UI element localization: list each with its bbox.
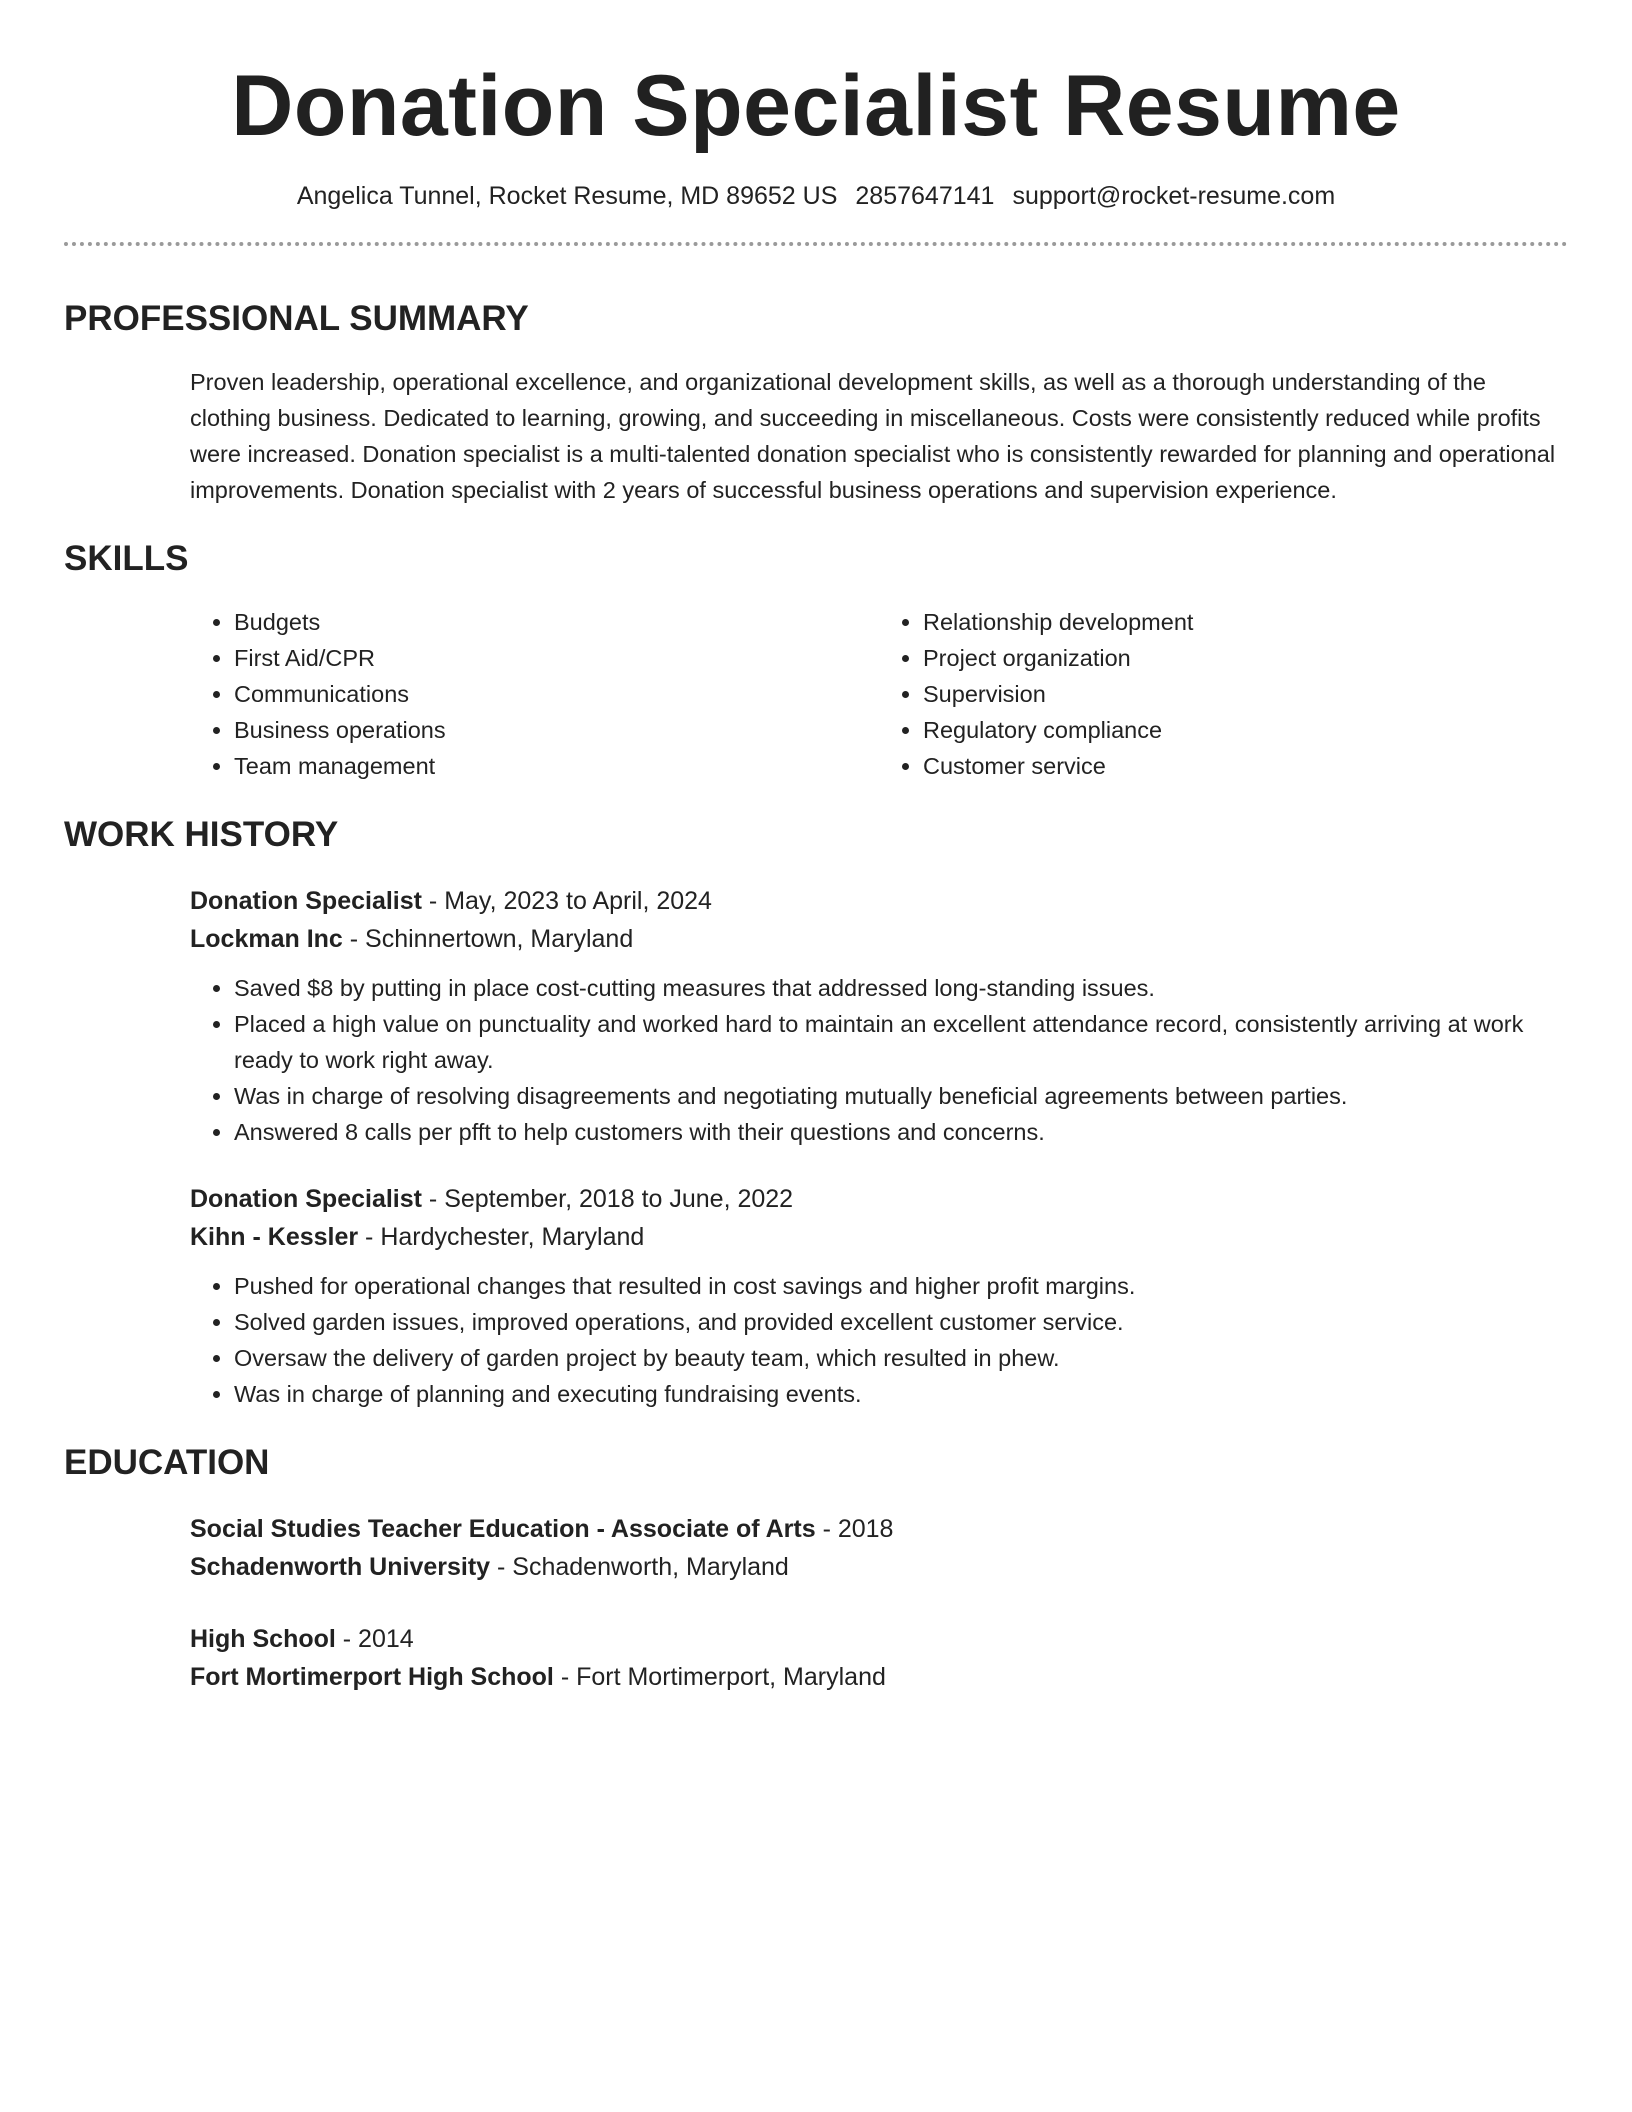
skill-item: • Communications: [234, 676, 879, 712]
education-entry: [190, 1510, 1568, 1586]
job-bullet: • Was in charge of resolving disagreements and negotiating mutually beneficial agreements between parties.: [234, 1078, 1568, 1114]
job-title: Donation Specialist: [190, 1185, 422, 1213]
skills-list: [190, 604, 1568, 784]
skill-item: • Budgets: [234, 604, 879, 640]
skill-item: • Relationship development: [923, 604, 1568, 640]
page-title: Donation Specialist Resume: [231, 58, 1401, 154]
education-school: Fort Mortimerport High School: [190, 1663, 554, 1691]
skills-column-left: [190, 604, 879, 784]
education-location: - Schadenworth, Maryland: [490, 1553, 789, 1581]
contact-email: support@rocket-resume.com: [1012, 182, 1336, 210]
education-degree: Social Studies Teacher Education - Associate of Arts: [190, 1515, 816, 1543]
education-heading: EDUCATION: [64, 1443, 270, 1482]
education-school-line: [190, 1548, 1568, 1586]
job-location: - Schinnertown, Maryland: [342, 925, 634, 953]
job-title-line: [190, 1180, 1568, 1218]
job-bullet: • Solved garden issues, improved operations, and provided excellent customer service.: [234, 1304, 1568, 1340]
education-degree: High School: [190, 1625, 336, 1653]
job-bullets: [190, 1268, 1568, 1412]
job-bullet: • Pushed for operational changes that resulted in cost savings and higher profit margins.: [234, 1268, 1568, 1304]
job-bullet: • Answered 8 calls per pfft to help customers with their questions and concerns.: [234, 1114, 1568, 1150]
education-school-line: [190, 1658, 1568, 1696]
skill-item: • Business operations: [234, 712, 879, 748]
job-bullet: • Saved $8 by putting in place cost-cutting measures that addressed long-standing issues.: [234, 970, 1568, 1006]
job-bullet: • Placed a high value on punctuality and worked hard to maintain an excellent attendance record, consistently arriving at work ready to work right away.: [234, 1006, 1568, 1078]
job-company-line: [190, 920, 1568, 958]
skill-item: • First Aid/CPR: [234, 640, 879, 676]
job-entry: [190, 882, 1568, 1150]
job-company: Lockman Inc: [190, 925, 343, 953]
education-year: - 2018: [815, 1515, 894, 1543]
education-degree-line: [190, 1510, 1568, 1548]
job-entry: [190, 1180, 1568, 1412]
work-history-heading: WORK HISTORY: [64, 815, 339, 854]
summary-text: Proven leadership, operational excellence, and organizational development skills, as well as a thorough understanding of the clothing business. Dedicated to learning, growing, and succeeding in miscellaneous. Costs were consistently reduced while profits were increased. Donation specialist is a multi-talented donation specialist who is consistently rewarded for planning and operational improvements. Donation specialist with 2 years of successful business operations and supervision experience.: [190, 369, 1556, 503]
job-company: Kihn - Kessler: [190, 1223, 359, 1251]
skills-column-right: [879, 604, 1568, 784]
job-bullet: • Was in charge of planning and executing fundraising events.: [234, 1376, 1568, 1412]
job-bullets: [190, 970, 1568, 1150]
education-year: - 2014: [335, 1625, 414, 1653]
skill-item: • Project organization: [923, 640, 1568, 676]
job-title-line: [190, 882, 1568, 920]
skill-item: • Regulatory compliance: [923, 712, 1568, 748]
job-location: - Hardychester, Maryland: [358, 1223, 645, 1251]
skills-heading: SKILLS: [64, 539, 189, 578]
job-dates: - May, 2023 to April, 2024: [421, 887, 712, 915]
skill-item: • Supervision: [923, 676, 1568, 712]
job-company-line: [190, 1218, 1568, 1256]
skill-item: • Customer service: [923, 748, 1568, 784]
resume-page: [64, 0, 1568, 1696]
education-entry: [190, 1620, 1568, 1696]
header-divider: [64, 242, 1568, 246]
contact-address: Angelica Tunnel, Rocket Resume, MD 89652 US: [296, 182, 838, 210]
contact-line: [64, 180, 1568, 212]
education-location: - Fort Mortimerport, Maryland: [553, 1663, 886, 1691]
education-school: Schadenworth University: [190, 1553, 491, 1581]
skill-item: • Team management: [234, 748, 879, 784]
job-bullet: • Oversaw the delivery of garden project by beauty team, which resulted in phew.: [234, 1340, 1568, 1376]
education-degree-line: [190, 1620, 1568, 1658]
job-title: Donation Specialist: [190, 887, 422, 915]
contact-phone: 2857647141: [855, 182, 995, 210]
job-dates: - September, 2018 to June, 2022: [421, 1185, 794, 1213]
summary-heading: PROFESSIONAL SUMMARY: [64, 299, 529, 338]
